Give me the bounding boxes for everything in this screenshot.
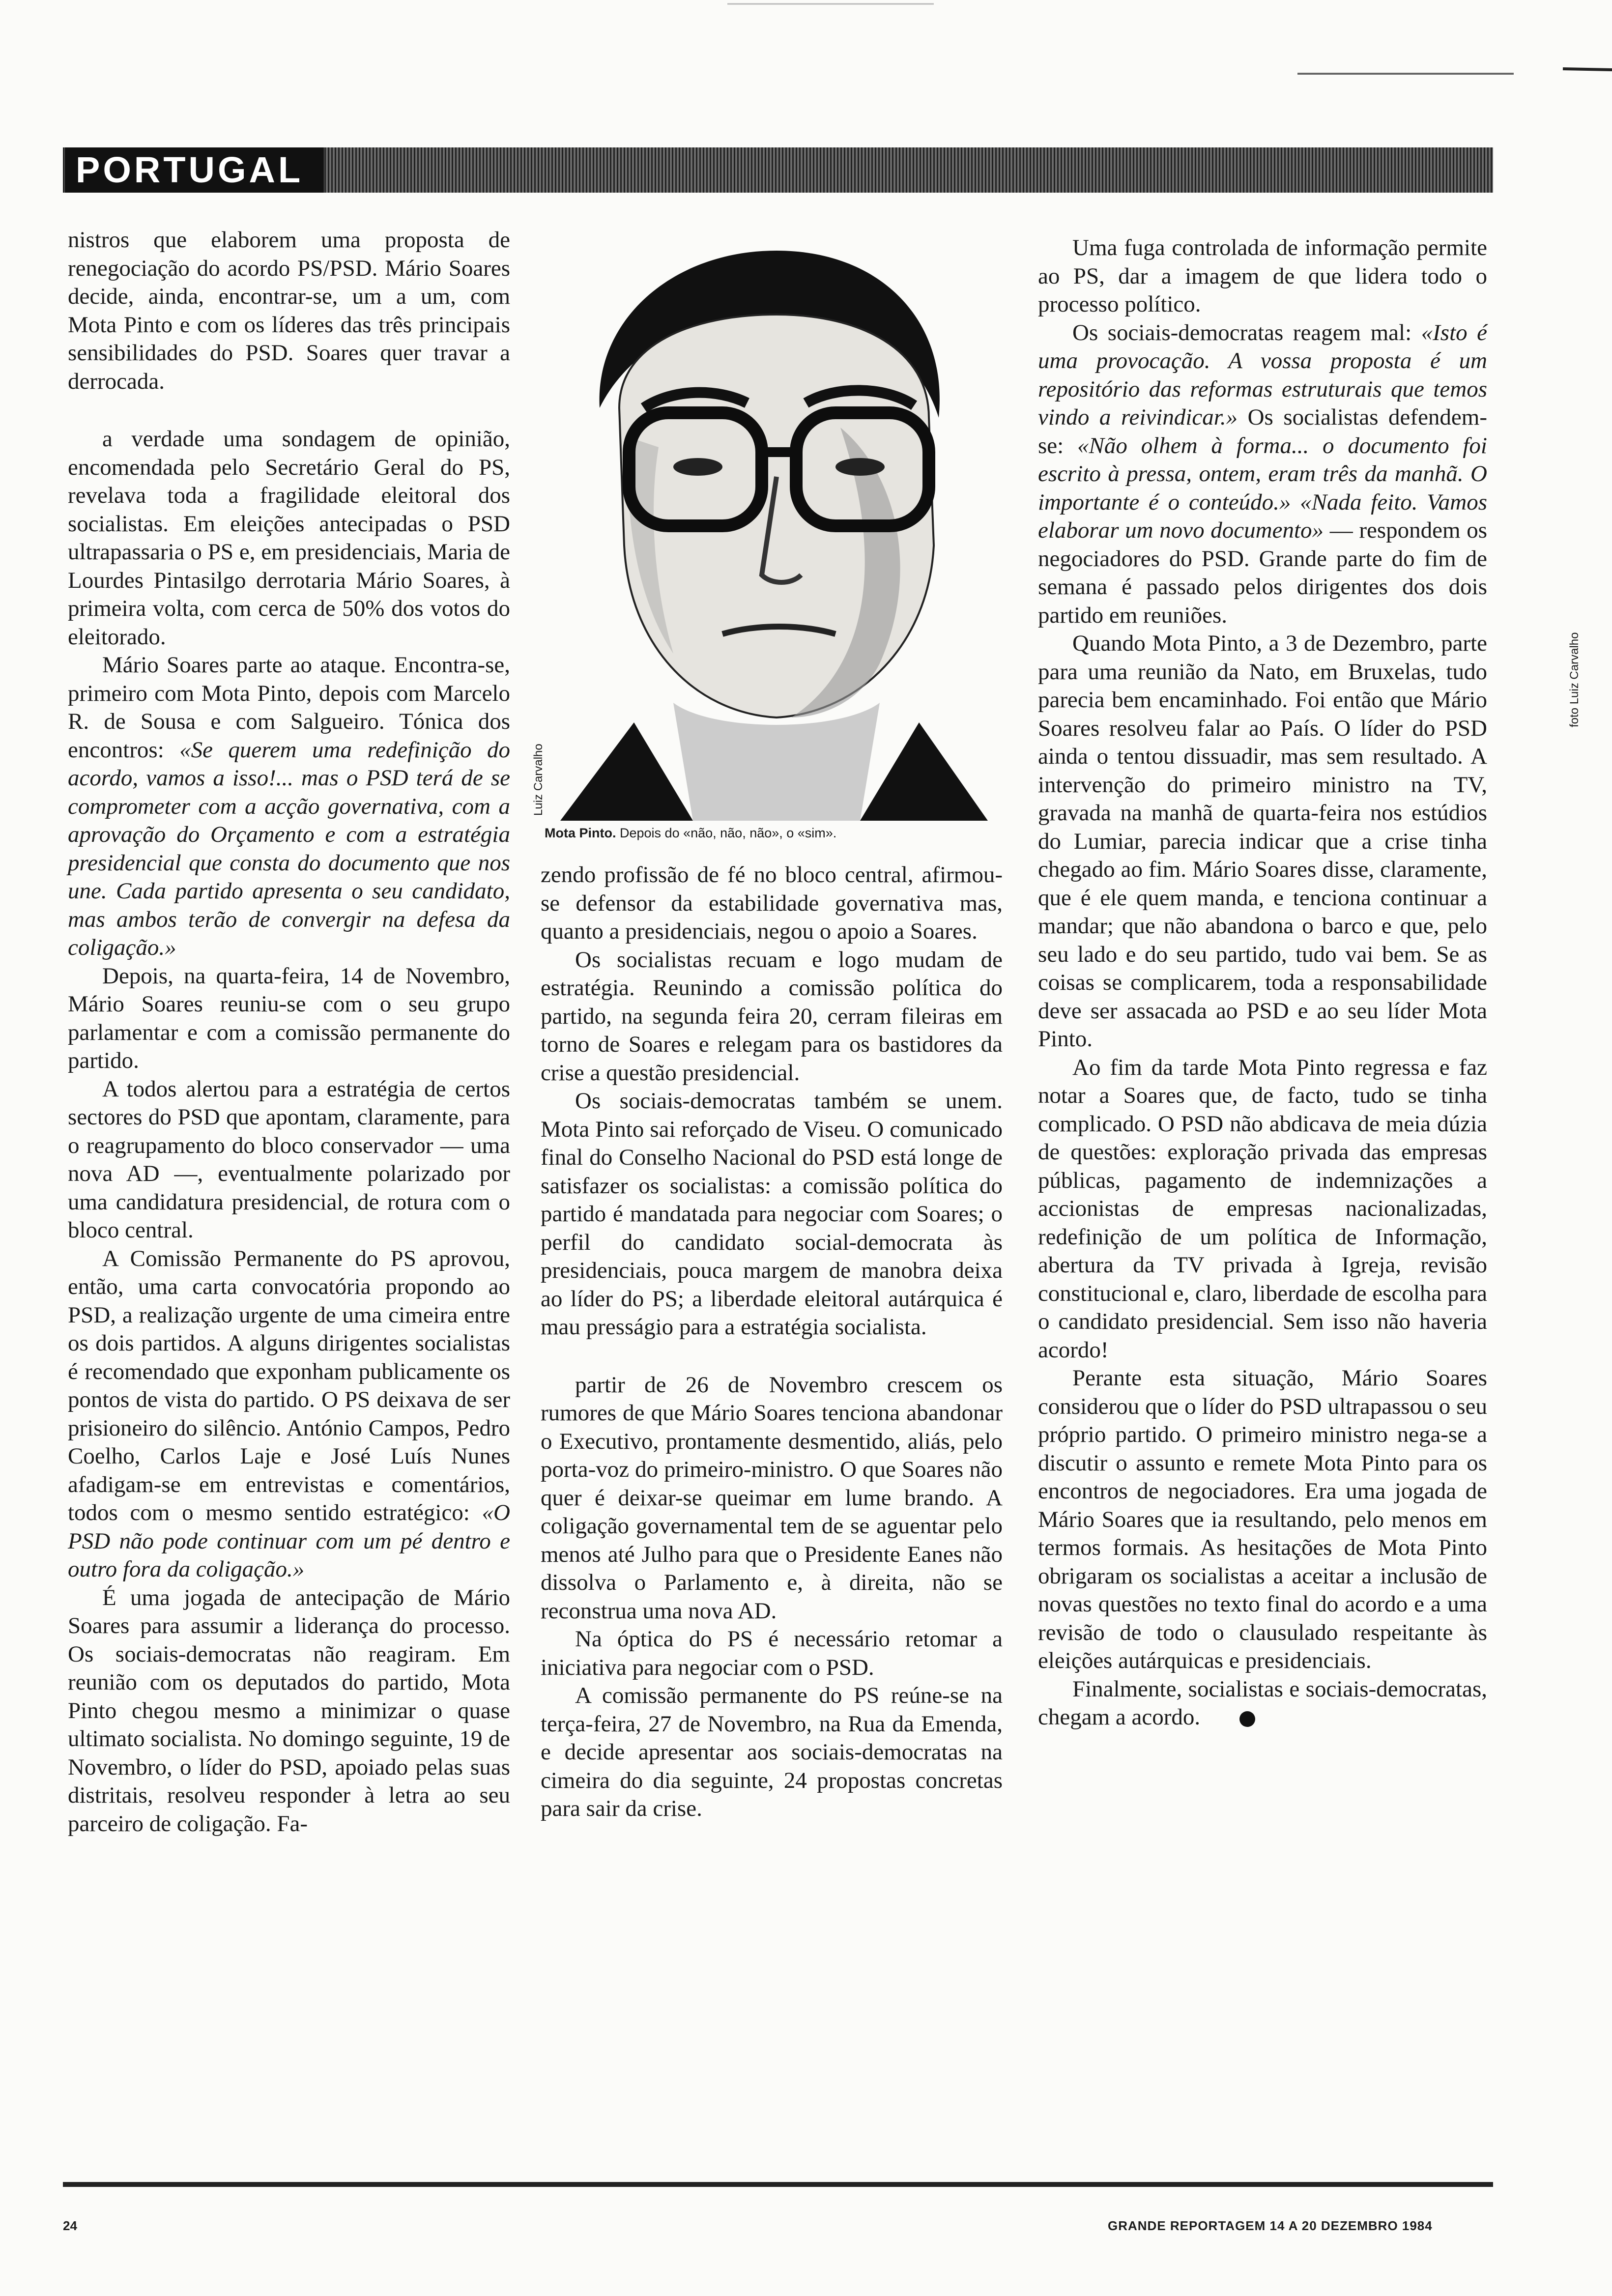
photo-caption [545, 826, 997, 841]
text: Finalmente, socialistas e sociais-democratas, chegam a acordo. [1038, 1676, 1487, 1730]
paragraph: Ao fim da tarde Mota Pinto regressa e faz notar a Soares que, de facto, tudo se tinha complicado. O PSD não abdicava de meia dúzia de questões: exploração privada das empresas públicas, pagamento de indemnizações a accionistas de empresas nacionalizadas, redefinição de um política de Informação, abertura da TV privada à Igreja, revisão constitucional e, claro, liberdade de escolha para o candidato presidencial. Sem isso não haveria acordo! [1038, 1054, 1487, 1363]
bottom-rule [63, 2182, 1493, 2187]
text: Os sociais-democratas reagem mal: [1072, 319, 1412, 345]
paragraph: Os sociais-democratas também se unem. Mota Pinto sai reforçado de Viseu. O comunicado final do Conselho Nacional do PSD está longe de satisfazer os socialistas: a comissão política do partido é mandatada para negociar com Soares; o perfil do candidato social-democrata às presidenciais, pouca margem de manobra deixa ao líder do PS; a liberdade eleitoral autárquica é mau presságio para a estratégia socialista. [541, 1088, 1003, 1340]
paragraph: É uma jogada de antecipação de Mário Soares para assumir a liderança do processo. Os sociais-democratas não reagiram. Em reunião com os deputados do partido, Mota Pinto chegou mesmo a minimizar o quase ultimato socialista. No domingo seguinte, 19 de Novembro, o líder do PSD, apoiado pelas suas distritais, resolveu responder à letra ao seu parceiro de coligação. Fa- [68, 1584, 510, 1837]
section-label: PORTUGAL [65, 147, 324, 193]
caption-name: Mota Pinto. [545, 826, 616, 840]
paragraph: Na óptica do PS é necessário retomar a iniciativa para negociar com o PSD. [541, 1626, 1003, 1680]
portrait-photo [546, 231, 998, 821]
caption-text: Depois do «não, não, não», o «sim». [620, 826, 837, 840]
end-mark-icon [1239, 1711, 1255, 1727]
footer-publication: GRANDE REPORTAGEM 14 A 20 DEZEMBRO 1984 [1108, 2218, 1433, 2233]
photo-credit: Luiz Carvalho [532, 744, 545, 816]
quote: «Isto é uma provocação. A vossa proposta é um repositório das reformas estruturais que temos vindo a reivindicar.» [1038, 319, 1487, 430]
column-3 [1038, 234, 1487, 1732]
paragraph: zendo profissão de fé no bloco central, afirmou-se defensor da estabilidade governativa mas, quanto a presidenciais, negou o apoio a Soares. [541, 862, 1003, 944]
portrait-illustration [546, 231, 998, 821]
paragraph [1038, 1675, 1487, 1732]
text: A Comissão Permanente do PS aprovou, então, uma carta convocatória propondo ao PSD, a realização urgente de uma cimeira entre os dois partidos. A alguns dirigentes socialistas é recomendado que exponham publicamente os pontos de vista do partido. O PS deixava de ser prisioneiro do silêncio. António Campos, Pedro Coelho, Carlos Laje e José Luís Nunes afadigam-se em entrevistas e comentários, todos com o mesmo sentido estratégico: [68, 1245, 510, 1525]
side-credit: foto Luiz Carvalho [1568, 632, 1581, 727]
quote: «Não olhem à forma... o documento foi escrito à pressa, ontem, eram três da manhã. O importante é o conteúdo.» «Nada feito. Vamos elaborar um novo documento» [1038, 432, 1487, 543]
paragraph: A todos alertou para a estratégia de certos sectores do PSD que apontam, claramente, para o reagrupamento do bloco conservador — uma nova AD —, eventualmente polarizado por uma candidatura presidencial, de rotura com o bloco central. [68, 1076, 510, 1243]
column-2 [541, 861, 1003, 1823]
paragraph: Os socialistas recuam e logo mudam de estratégia. Reunindo a comissão política do partido, na segunda feira 20, cerram fileiras em torno de Soares e relegam para os bastidores da crise a questão presidencial. [541, 947, 1003, 1086]
paragraph: Depois, na quarta-feira, 14 de Novembro, Mário Soares reuniu-se com o seu grupo parlamentar e com a comissão permanente do partido. [68, 963, 510, 1073]
text: Os socialistas defendem-se: [1038, 404, 1487, 459]
paragraph [68, 1245, 510, 1584]
paragraph: Perante esta situação, Mário Soares considerou que o líder do PSD ultrapassou o seu próprio partido. O primeiro ministro nega-se a discutir o assunto e remete Mota Pinto para os encontros de negociadores. Era uma jogada de Mário Soares que ia resultando, pelo menos em termos formais. As hesitações de Mota Pinto obrigaram os socialistas a aceitar a inclusão de novas questões no texto final do acordo e a uma revisão de todo o clausulado respeitante às eleições autárquicas e presidenciais. [1038, 1365, 1487, 1673]
paragraph: nistros que elaborem uma proposta de renegociação do acordo PS/PSD. Mário Soares decide, ainda, encontrar-se, um a um, com Mota Pinto e com os líderes das três principais sensibilidades do PSD. Soares quer travar a derrocada. [68, 227, 510, 394]
paragraph [68, 651, 510, 962]
column-1 [68, 226, 510, 1838]
quote: «O PSD não pode continuar com um pé dentro e outro fora da coligação.» [68, 1500, 510, 1582]
page-number: 24 [63, 2218, 77, 2233]
scan-artifacts [0, 0, 1612, 128]
paragraph: a verdade uma sondagem de opinião, encomendada pelo Secretário Geral do PS, revelava toda a fragilidade eleitoral dos socialistas. Em eleições antecipadas o PSD ultrapassaria o PS e, em presidenciais, Maria de Lourdes Pintasilgo derrotaria Mário Soares, à primeira volta, com cerca de 50% dos votos do eleitorado. [68, 426, 510, 650]
paragraph: Uma fuga controlada de informação permite ao PS, dar a imagem de que lidera todo o processo político. [1038, 235, 1487, 317]
quote: «Se querem uma redefinição do acordo, vamos a isso!... mas o PSD terá de se comprometer com a acção governativa, com a aprovação do Orçamento e com a estratégia presidencial que consta do documento que nos une. Cada partido apresenta o seu candidato, mas ambos terão de convergir na defesa da coligação.» [68, 737, 511, 960]
text: — respondem os negociadores do PSD. Grande parte do fim de semana é passado pelos dirigentes dos dois partido em reuniões. [1038, 517, 1488, 628]
paragraph: partir de 26 de Novembro crescem os rumores de que Mário Soares tenciona abandonar o Executivo, prontamente desmentido, aliás, pelo porta-voz do primeiro-ministro. O que Soares não quer é deixar-se queimar em lume brando. A coligação governamental tem de se aguentar pelo menos até Julho para que o Presidente Eanes não dissolva o Parlamento e, à direita, não se reconstrua uma nova AD. [541, 1372, 1003, 1624]
paragraph [1038, 319, 1487, 630]
paragraph: Quando Mota Pinto, a 3 de Dezembro, parte para uma reunião da Nato, em Bruxelas, tudo parecia bem encaminhado. Foi então que Mário Soares resolveu falar ao País. O líder do PSD ainda o tentou dissuadir, mas sem resultado. A intervenção do primeiro ministro na TV, gravada na manhã de quarta-feira nos estúdios do Lumiar, parecia indicar que a crise tinha chegado ao fim. Mário Soares disse, claramente, que é ele quem manda, e tenciona continuar a mandar; que não abandona o barco e que, pelo seu lado e do seu partido, tudo vai bem. Se as coisas se complicarem, toda a responsabilidade deve ser assacada ao PSD e ao seu líder Mota Pinto. [1038, 631, 1487, 1052]
paragraph: A comissão permanente do PS reúne-se na terça-feira, 27 de Novembro, na Rua da Emenda, e decide apresentar aos sociais-democratas na cimeira do dia seguinte, 24 propostas concretas para sair da crise. [541, 1683, 1003, 1821]
text: Mário Soares parte ao ataque. Encontra-se, primeiro com Mota Pinto, depois com Marcelo R. de Sousa e com Salgueiro. Tónica dos encontros: [68, 652, 510, 763]
